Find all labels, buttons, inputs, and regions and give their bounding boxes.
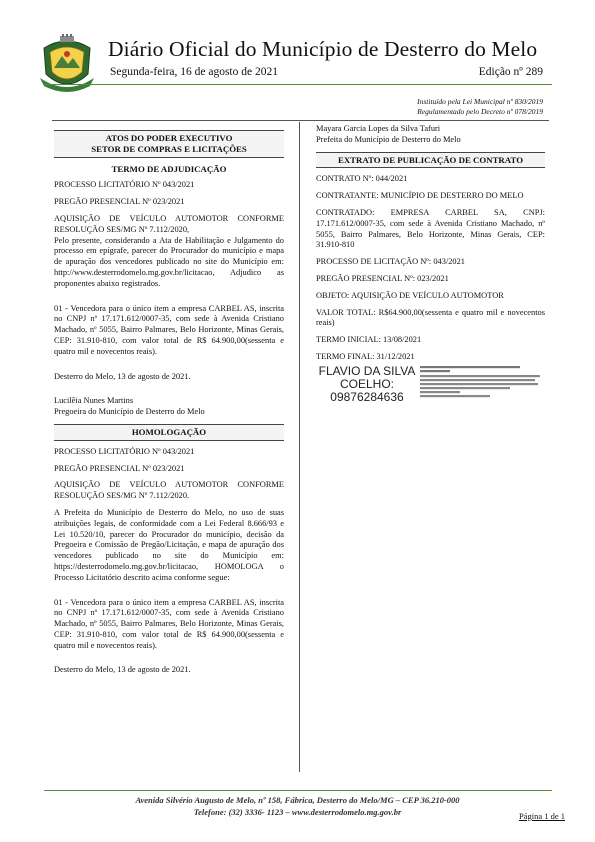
institution-note <box>417 97 543 117</box>
homologation-auction: PREGÃO PRESENCIAL Nº 023/2021 <box>54 463 185 473</box>
contracting-party: CONTRATANTE: MUNICÍPIO DE DESTERRO DO MELO <box>316 191 524 201</box>
adjudication-body: Pelo presente, considerando a Ata de Habilitação e Julgamento do processo em epígrafe, parecer do Procurador do município e mapa de apuração dos vencedores publicado no site do Município em: http://www.desterrodomelo.mg.gov.br/licitacao, Adjudico as proponentes abaixo registrados. <box>54 235 284 288</box>
adjudication-signer-name: Lucilêia Nunes Martins <box>54 396 134 406</box>
homologation-process: PROCESSO LICITATÓRIO Nº 043/2021 <box>54 446 195 456</box>
digital-certificate-details <box>420 365 545 401</box>
content-top-divider <box>52 120 549 121</box>
mayor-name: Mayara Garcia Lopes da Silva Tafuri <box>316 124 441 133</box>
end-term: TERMO FINAL: 31/12/2021 <box>316 351 415 361</box>
footer-contact: Telefone: (32) 3336- 1123 – www.desterrodomelo.mg.gov.br <box>193 807 402 817</box>
contract-number: CONTRATO Nº: 044/2021 <box>316 174 408 184</box>
edition-number: Edição nº 289 <box>478 66 543 78</box>
page-indicator: Página 1 de 1 <box>518 811 565 821</box>
section-header <box>54 130 284 158</box>
column-divider <box>299 122 300 772</box>
digital-signature-stamp <box>316 365 545 405</box>
publication-date: Segunda-feira, 16 de agosto de 2021 <box>110 66 278 78</box>
gazette-title: Diário Oficial do Município de Desterro do Melo <box>108 37 538 61</box>
header-divider <box>44 84 552 85</box>
adjudication-process: PROCESSO LICITATÓRIO Nº 043/2021 <box>54 180 195 190</box>
homologation-title: HOMOLOGAÇÃO <box>54 424 284 441</box>
section-title-executive: ATOS DO PODER EXECUTIVO <box>105 133 233 143</box>
contract-object: OBJETO: AQUISIÇÃO DE VEÍCULO AUTOMOTOR <box>316 290 504 300</box>
institution-line-2: Regulamentado pelo Decreto nº 078/2019 <box>417 107 543 116</box>
section-title-procurement: SETOR DE COMPRAS E LICITAÇÕES <box>91 143 247 154</box>
left-column <box>54 124 284 682</box>
auction-number: PREGÃO PRESENCIAL Nº: 023/2021 <box>316 273 449 283</box>
homologation-date: Desterro do Melo, 13 de agosto de 2021. <box>54 665 191 675</box>
homologation-body: A Prefeita do Município de Desterro do Melo, no uso de suas atribuições legais, de conformidade com a Lei Federal 8.666/93 e Lei 10.520/10, parecer do Procurador do município, decisão da Pregoeira e Comissão de Pregão/Licitação, e mapa de apuração dos vencedores publicado no site do Município em: https://desterrodomelo.mg.gov.br/licitacao, HOMOLOGA o Processo Licitatório descrito acima conforme segue: <box>54 507 284 582</box>
adjudication-auction: PREGÃO PRESENCIAL Nº 023/2021 <box>54 197 185 207</box>
footer-divider <box>44 790 552 791</box>
municipal-coat-of-arms-logo <box>38 34 96 96</box>
adjudication-title: TERMO DE ADJUDICAÇÃO <box>111 163 227 174</box>
adjudication-winner: 01 - Vencedora para o único item a empresa CARBEL AS, inscrita no CNPJ nº 17.171.612/0007-35, com sede à Avenida Cristiano Machado, nº 5055, Bairro Palmares, Belo Horizonte, Minas Gerais, CEP: 31.910-810, com valor total de R$ 64.900,00(sessenta e quatro mil e novecentos reais). <box>54 303 284 356</box>
footer-address: Avenida Silvério Augusto de Melo, nº 158, Fábrica, Desterro do Melo/MG – CEP 36.210-000 <box>135 795 460 805</box>
adjudication-date: Desterro do Melo, 13 de agosto de 2021. <box>54 371 191 381</box>
bidding-process: PROCESSO DE LICITAÇÃO Nº: 043/2021 <box>316 257 465 267</box>
homologation-object: AQUISIÇÃO DE VEÍCULO AUTOMOTOR CONFORME RESOLUÇÃO SES/MG Nº 7.112/2020. <box>54 480 284 501</box>
contracted-party: CONTRATADO: EMPRESA CARBEL SA, CNPJ: 17.171.612/0007-35, com sede à Avenida Cristiano Machado, nº 5055, Bairro Palmares, Belo Horizonte, Minas Gerais, CEP: 31.910-810 <box>316 207 545 250</box>
contract-value: VALOR TOTAL: R$64.900,00(sessenta e quatro mil e novecentos reais) <box>316 307 545 328</box>
contract-extract-title: EXTRATO DE PUBLICAÇÃO DE CONTRATO <box>316 152 545 169</box>
start-term: TERMO INICIAL: 13/08/2021 <box>316 335 422 345</box>
homologation-winner: 01 - Vencedora para o único item a empresa CARBEL AS, inscrita no CNPJ nº 17.171.612/0007-35, com sede à Avenida Cristiano Machado, nº 5055, Bairro Palmares, Belo Horizonte, Minas Gerais, CEP: 31.910-810, com valor total de R$ 64.900,00(sessenta e quatro mil e novecentos reais). <box>54 597 284 650</box>
adjudication-object: AQUISIÇÃO DE VEÍCULO AUTOMOTOR CONFORME RESOLUÇÃO SES/MG Nº 7.112/2020, <box>54 213 284 234</box>
mayor-role: Prefeita do Município de Desterro do Melo <box>316 134 461 144</box>
institution-line-1: Instituído pela Lei Municipal nº 830/2019 <box>417 97 543 106</box>
adjudication-signer-role: Pregoeira do Município de Desterro do Melo <box>54 407 205 417</box>
digital-signer-id: 09876284636 <box>330 389 404 404</box>
digital-signer-name: FLAVIO DA SILVA COELHO: <box>318 363 416 391</box>
right-column <box>316 124 545 405</box>
